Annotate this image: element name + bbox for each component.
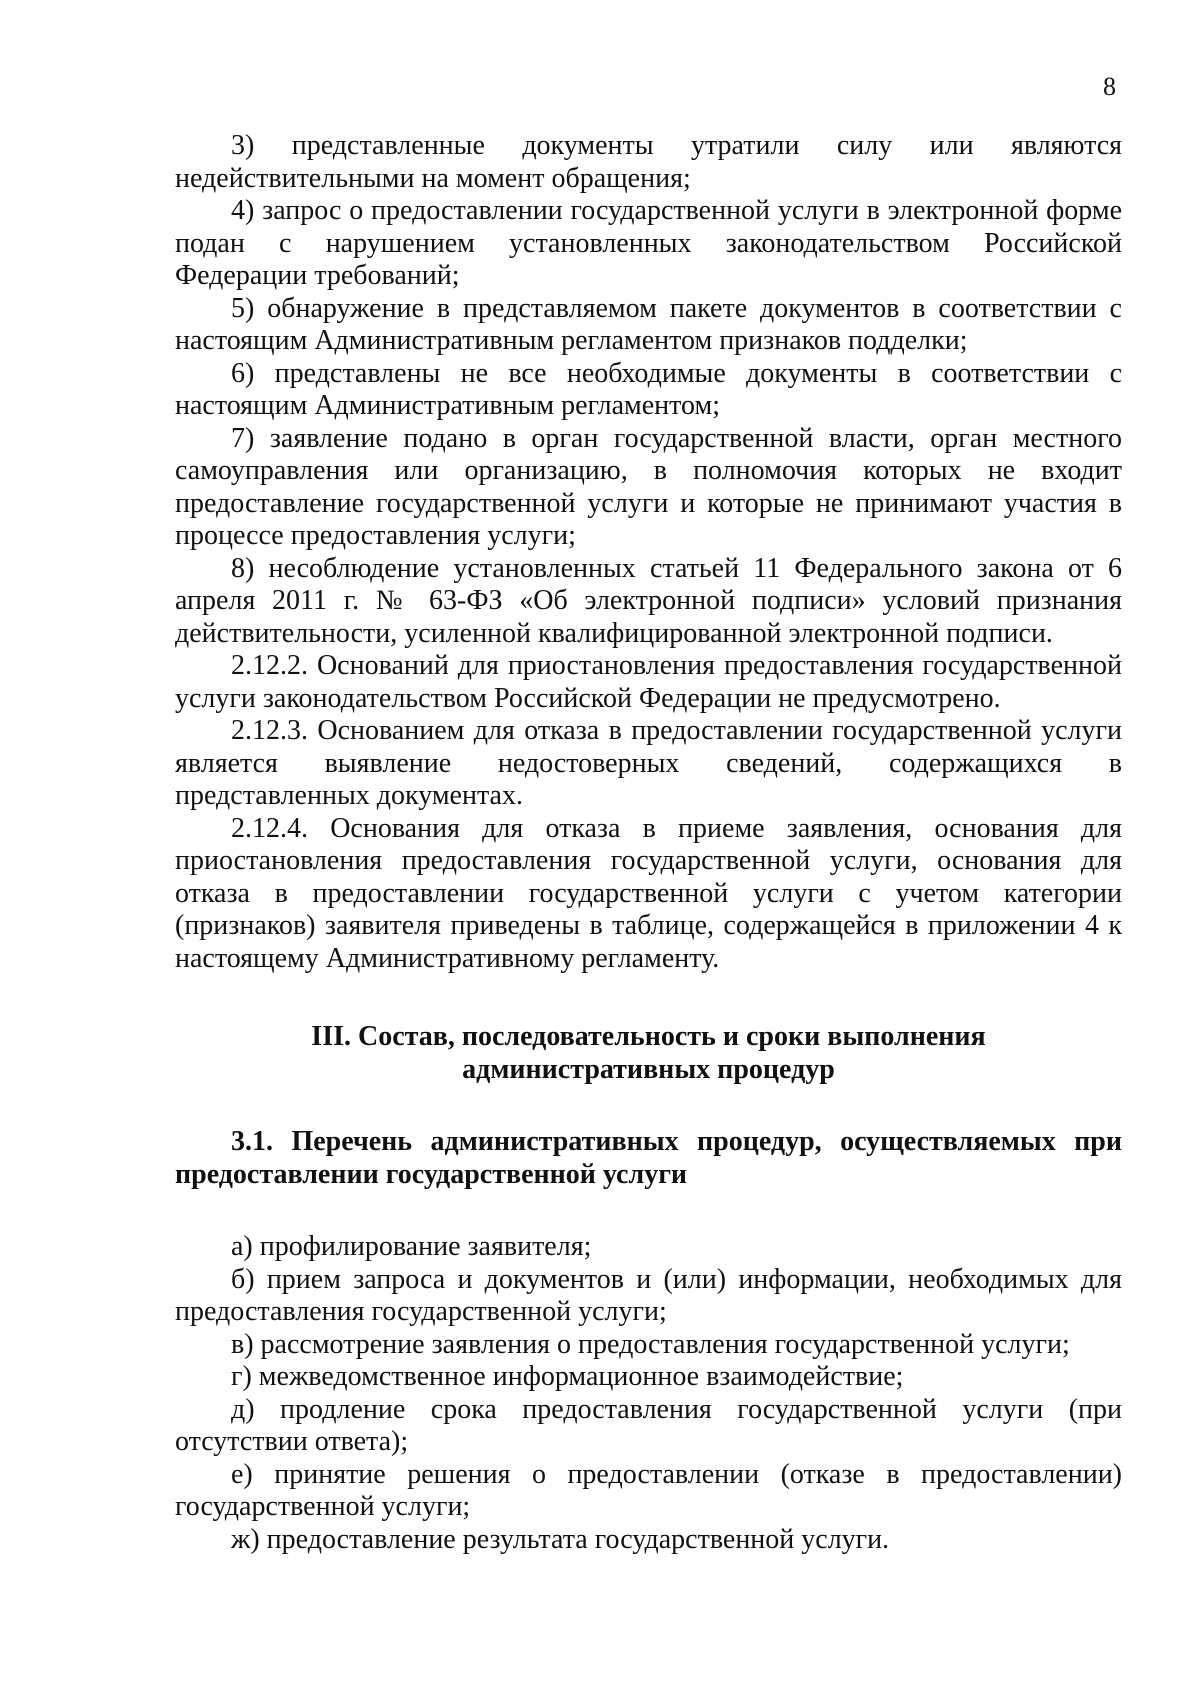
procedure-item-g: г) межведомственное информационное взаимодействие;: [231, 1361, 904, 1392]
subsection-heading: 3.1. Перечень административных процедур, осуществляемых при предоставлении государственной услуги: [175, 1126, 1122, 1190]
paragraph-item-3: 3) представленные документы утратили силу или являются недействительными на момент обращения;: [175, 130, 1122, 194]
procedure-item-e: е) принятие решения о предоставлении (отказе в предоставлении) государственной услуги;: [175, 1458, 1122, 1522]
paragraph-item-5: 5) обнаружение в представляемом пакете документов в соответствии с настоящим Административным регламентом признаков подделки;: [175, 292, 1122, 356]
procedure-item-d: д) продление срока предоставления государственной услуги (при отсутствии ответа);: [175, 1393, 1122, 1457]
section-heading-line-1: III. Состав, последовательность и сроки выполнения: [311, 1021, 986, 1052]
procedure-item-zh: ж) предоставление результата государственной услуги.: [231, 1523, 890, 1555]
paragraph-2-12-3: 2.12.3. Основанием для отказа в предоставлении государственной услуги является выявление недостоверных сведений, содержащихся в представленных документах.: [175, 715, 1122, 811]
procedures-list: [175, 1231, 1122, 1556]
page-number: 8: [1103, 72, 1116, 101]
section-heading: [175, 1021, 1122, 1086]
procedure-item-b: б) прием запроса и документов и (или) информации, необходимых для предоставления государственной услуги;: [175, 1263, 1122, 1327]
paragraph-item-4: 4) запрос о предоставлении государственной услуги в электронной форме подан с нарушением установленных законодательством Российской Федерации требований;: [175, 195, 1122, 291]
section-heading-line-2: административных процедур: [462, 1053, 835, 1085]
procedure-item-v: в) рассмотрение заявления о предоставления государственной услуги;: [231, 1328, 1070, 1360]
paragraph-item-6: 6) представлены не все необходимые документы в соответствии с настоящим Административным регламентом;: [175, 357, 1122, 421]
paragraph-2-12-2: 2.12.2. Оснований для приостановления предоставления государственной услуги законодательством Российской Федерации не предусмотрено.: [175, 650, 1122, 714]
paragraph-2-12-4: 2.12.4. Основания для отказа в приеме заявления, основания для приостановления предоставления государственной услуги, основания для отказа в предоставлении государственной услуги с учетом категории (признаков) заявителя приведены в таблице, содержащейся в приложении 4 к настоящему Административному регламенту.: [175, 812, 1122, 974]
document-body: [175, 130, 1122, 1556]
paragraph-item-8: 8) несоблюдение установленных статьей 11 Федерального закона от 6 апреля 2011 г. № 63-ФЗ «Об электронной подписи» условий признания действительности, усиленной квалифицированной электронной подписи.: [175, 552, 1122, 649]
procedure-item-a: а) профилирование заявителя;: [231, 1231, 592, 1262]
paragraph-item-7: 7) заявление подано в орган государственной власти, орган местного самоуправления или организацию, в полномочия которых не входит предоставление государственной услуги и которые не принимают участия в процессе предоставления услуги;: [175, 422, 1122, 551]
